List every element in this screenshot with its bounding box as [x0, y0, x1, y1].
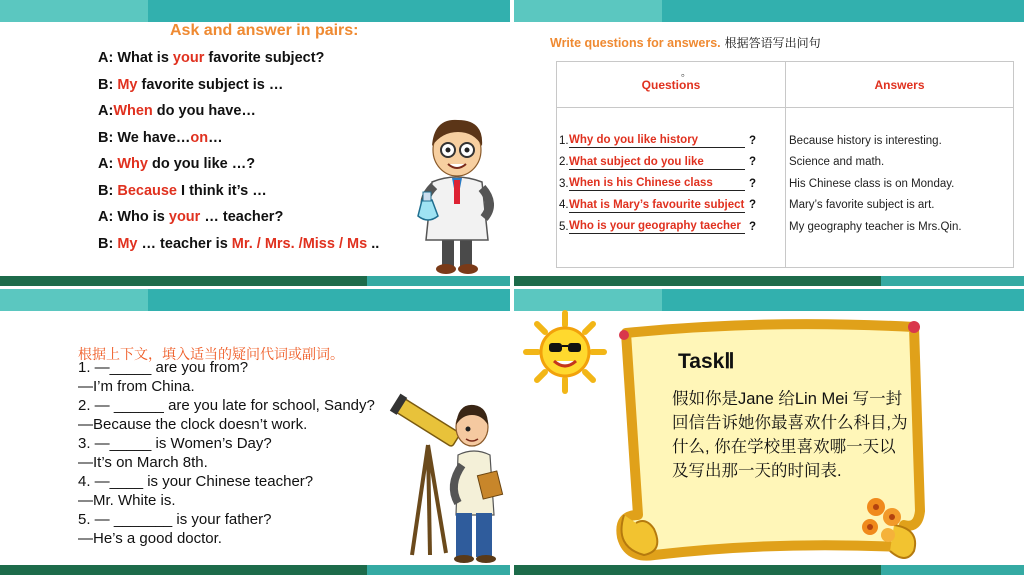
answer-row: Mary’s favorite subject is art. [789, 199, 935, 212]
answers-header: Answers [786, 62, 1014, 108]
question-row [557, 173, 785, 195]
question-answer-blank[interactable]: What is Mary’s favourite subject [569, 198, 745, 211]
exercise-line: 3. —_____ is Women’s Day? [78, 435, 272, 452]
slide-2[interactable] [514, 0, 1024, 286]
question-answer-blank[interactable]: Why do you like history [569, 133, 745, 148]
exercise-line: 1. —_____ are you from? [78, 359, 249, 376]
telescope-man-illustration [388, 385, 506, 563]
exercise-line: 4. —____ is your Chinese teacher? [78, 473, 314, 490]
question-answer-blank[interactable]: What subject do you like [569, 155, 745, 170]
slide-3[interactable] [0, 289, 510, 575]
exercise-line: 2. — ______ are you late for school, Sandy? [78, 397, 375, 414]
dialogue-line: B: We have…on… [98, 129, 223, 146]
dialogue-line: A:When do you have… [98, 103, 256, 119]
exercise-line: 5. — _______ is your father? [78, 511, 272, 528]
dialogue-line: B: My … teacher is Mr. / Mrs. /Miss / Ms .. [98, 235, 380, 252]
slide-2-heading [550, 34, 821, 51]
slide-4[interactable] [514, 289, 1024, 575]
question-number: 5. [559, 220, 569, 233]
dialogue-line: A: Who is your … teacher? [98, 209, 284, 225]
question-answer-blank[interactable]: Who is your geography taecher [569, 219, 745, 234]
answer-row: His Chinese class is on Monday. [789, 177, 955, 190]
slide-1[interactable] [0, 0, 510, 286]
answer-row: My geography teacher is Mrs.Qin. [789, 220, 962, 233]
answer-row: Because history is interesting. [789, 134, 942, 147]
answers-cell [786, 108, 1014, 268]
question-row [557, 195, 785, 217]
header-dot: 。 [681, 68, 691, 79]
question-mark: ? [749, 134, 757, 147]
heading-cn: 根据答语写出问句 [724, 36, 821, 50]
dialogue-line: B: My favorite subject is … [98, 76, 284, 93]
question-number: 4. [559, 199, 569, 212]
question-number: 2. [559, 156, 569, 169]
scientist-illustration [408, 112, 508, 276]
slide-top-bar [514, 289, 1024, 311]
questions-cell [557, 108, 786, 268]
question-number: 3. [559, 177, 569, 190]
slide-top-bar [0, 289, 510, 311]
slide-bottom-bar [514, 565, 1024, 575]
task-title: TaskⅡ [678, 350, 735, 373]
task-instructions: 假如你是Jane 给Lin Mei 写一封回信告诉她你最喜欢什么科目,为什么, 你在学校里喜欢哪一天以及写出那一天的时间表. [672, 390, 908, 480]
heading-en: Write questions for answers. [550, 36, 721, 50]
slide-top-bar [0, 0, 510, 22]
dialogue-line: A: Why do you like …? [98, 156, 256, 172]
slide-bottom-bar [0, 276, 510, 286]
slide-bottom-bar [514, 276, 1024, 286]
slide-3-heading: 根据上下文，填入适当的疑问代词或副词。 [78, 346, 344, 362]
question-answer-blank[interactable]: When is his Chinese class [569, 176, 745, 191]
question-row [557, 152, 785, 174]
slide-bottom-bar [0, 565, 510, 575]
exercise-line: —It’s on March 8th. [78, 454, 208, 471]
dialogue-line: B: Because I think it’s … [98, 182, 267, 199]
question-mark: ? [749, 156, 757, 169]
dialogue-line: A: What is your favorite subject? [98, 50, 325, 66]
questions-answers-table [556, 61, 1014, 268]
exercise-line: —He’s a good doctor. [78, 530, 222, 547]
question-mark: ? [749, 177, 757, 190]
exercise-line: —Because the clock doesn’t work. [78, 416, 308, 433]
sun-icon [522, 309, 608, 395]
exercise-line: —Mr. White is. [78, 492, 176, 509]
question-row [557, 130, 785, 152]
slide-top-bar [514, 0, 1024, 22]
question-number: 1. [559, 134, 569, 147]
question-mark: ? [749, 220, 757, 233]
questions-header: 。 Questions [557, 62, 786, 108]
exercise-line: —I’m from China. [78, 378, 195, 395]
answer-row: Science and math. [789, 156, 885, 169]
question-row [557, 216, 785, 238]
slide-1-heading: Ask and answer in pairs: [170, 22, 359, 39]
question-mark: ? [749, 199, 757, 212]
